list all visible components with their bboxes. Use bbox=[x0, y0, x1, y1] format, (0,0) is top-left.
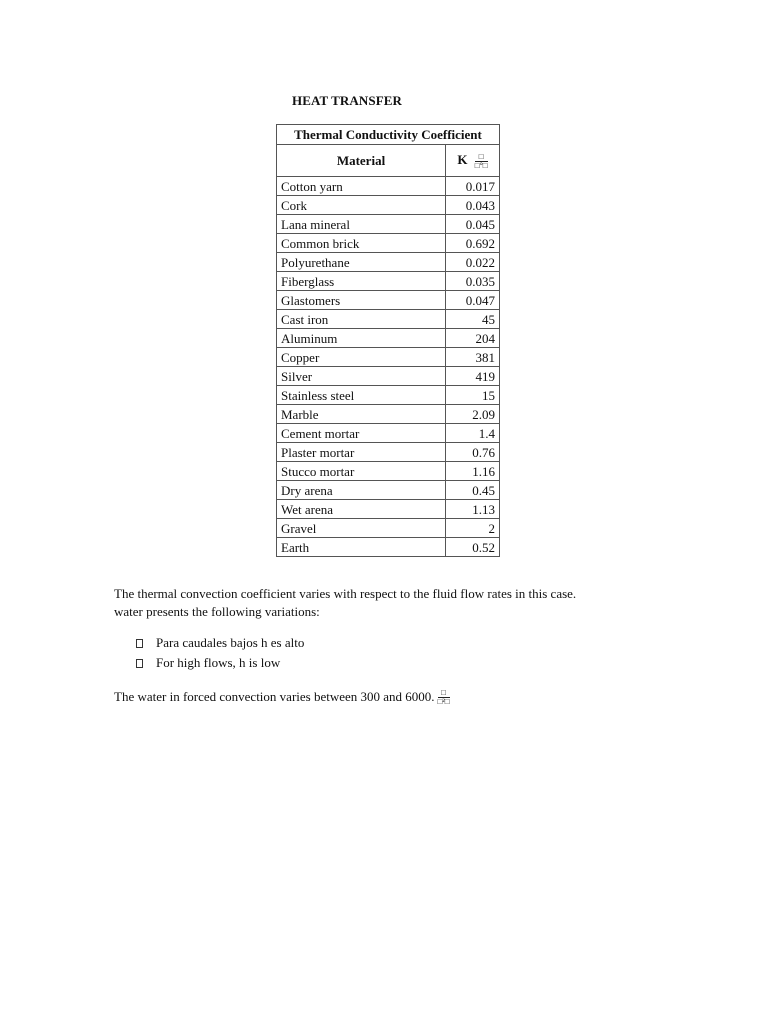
table-row bbox=[277, 253, 500, 272]
material-cell: Stucco mortar bbox=[277, 462, 446, 481]
paragraph-line-1: The thermal convection coefficient varies with respect to the fluid flow rates in this case. bbox=[114, 586, 577, 601]
material-cell: Plaster mortar bbox=[277, 443, 446, 462]
material-column-header: Material bbox=[277, 145, 446, 177]
k-value-cell: 2.09 bbox=[446, 405, 500, 424]
final-text: The water in forced convection varies between 300 and 6000. bbox=[114, 689, 435, 704]
table-row bbox=[277, 215, 500, 234]
material-cell: Wet arena bbox=[277, 500, 446, 519]
table-row bbox=[277, 234, 500, 253]
table-body bbox=[277, 177, 500, 557]
convection-paragraph bbox=[114, 585, 634, 621]
k-value-cell: 0.045 bbox=[446, 215, 500, 234]
material-cell: Gravel bbox=[277, 519, 446, 538]
material-cell: Cotton yarn bbox=[277, 177, 446, 196]
material-cell: Polyurethane bbox=[277, 253, 446, 272]
k-unit-fraction bbox=[475, 153, 488, 170]
list-item bbox=[136, 633, 304, 653]
material-cell: Cast iron bbox=[277, 310, 446, 329]
conductivity-table bbox=[276, 124, 500, 557]
table-row bbox=[277, 196, 500, 215]
table-row bbox=[277, 443, 500, 462]
k-value-cell: 419 bbox=[446, 367, 500, 386]
material-cell: Fiberglass bbox=[277, 272, 446, 291]
k-value-cell: 45 bbox=[446, 310, 500, 329]
material-cell: Marble bbox=[277, 405, 446, 424]
k-value-cell: 0.017 bbox=[446, 177, 500, 196]
material-cell: Copper bbox=[277, 348, 446, 367]
table-row bbox=[277, 310, 500, 329]
table-row bbox=[277, 367, 500, 386]
table-row bbox=[277, 500, 500, 519]
k-value-cell: 2 bbox=[446, 519, 500, 538]
table-row bbox=[277, 481, 500, 500]
k-value-cell: 0.692 bbox=[446, 234, 500, 253]
k-value-cell: 1.13 bbox=[446, 500, 500, 519]
k-value-cell: 204 bbox=[446, 329, 500, 348]
k-value-cell: 0.022 bbox=[446, 253, 500, 272]
material-cell: Cement mortar bbox=[277, 424, 446, 443]
material-cell: Dry arena bbox=[277, 481, 446, 500]
bullet-box-icon bbox=[136, 639, 143, 648]
k-value-cell: 0.76 bbox=[446, 443, 500, 462]
k-value-cell: 1.16 bbox=[446, 462, 500, 481]
k-value-cell: 0.043 bbox=[446, 196, 500, 215]
paragraph-line-2: water presents the following variations: bbox=[114, 604, 320, 619]
table-row bbox=[277, 462, 500, 481]
k-value-cell: 381 bbox=[446, 348, 500, 367]
h-unit-numerator: □ bbox=[438, 689, 450, 698]
list-item-text: For high flows, h is low bbox=[156, 655, 281, 670]
material-cell: Silver bbox=[277, 367, 446, 386]
material-cell: Common brick bbox=[277, 234, 446, 253]
forced-convection-statement bbox=[114, 688, 450, 706]
k-unit-numerator: □ bbox=[475, 153, 488, 162]
k-unit-denominator: □°□ bbox=[474, 160, 488, 170]
table-row bbox=[277, 291, 500, 310]
k-value-cell: 0.52 bbox=[446, 538, 500, 557]
table-row bbox=[277, 538, 500, 557]
table-row bbox=[277, 348, 500, 367]
table-row bbox=[277, 386, 500, 405]
k-value-cell: 15 bbox=[446, 386, 500, 405]
table-row bbox=[277, 405, 500, 424]
table-row bbox=[277, 424, 500, 443]
table-row bbox=[277, 272, 500, 291]
material-cell: Lana mineral bbox=[277, 215, 446, 234]
table-row bbox=[277, 329, 500, 348]
h-unit-denominator: □²□ bbox=[437, 696, 450, 706]
k-value-cell: 1.4 bbox=[446, 424, 500, 443]
table-row bbox=[277, 519, 500, 538]
table-caption: Thermal Conductivity Coefficient bbox=[277, 125, 500, 145]
list-item-text: Para caudales bajos h es alto bbox=[156, 635, 305, 650]
material-cell: Cork bbox=[277, 196, 446, 215]
bullet-box-icon bbox=[136, 659, 143, 668]
table-row bbox=[277, 177, 500, 196]
k-value-cell: 0.047 bbox=[446, 291, 500, 310]
material-cell: Earth bbox=[277, 538, 446, 557]
h-unit-fraction bbox=[438, 689, 450, 706]
material-cell: Stainless steel bbox=[277, 386, 446, 405]
material-cell: Glastomers bbox=[277, 291, 446, 310]
list-item bbox=[136, 653, 304, 673]
doc-title: HEAT TRANSFER bbox=[292, 93, 403, 108]
material-cell: Aluminum bbox=[277, 329, 446, 348]
k-column-header bbox=[446, 145, 500, 177]
k-label: K bbox=[457, 152, 468, 168]
k-value-cell: 0.035 bbox=[446, 272, 500, 291]
k-value-cell: 0.45 bbox=[446, 481, 500, 500]
variation-list bbox=[136, 633, 304, 673]
